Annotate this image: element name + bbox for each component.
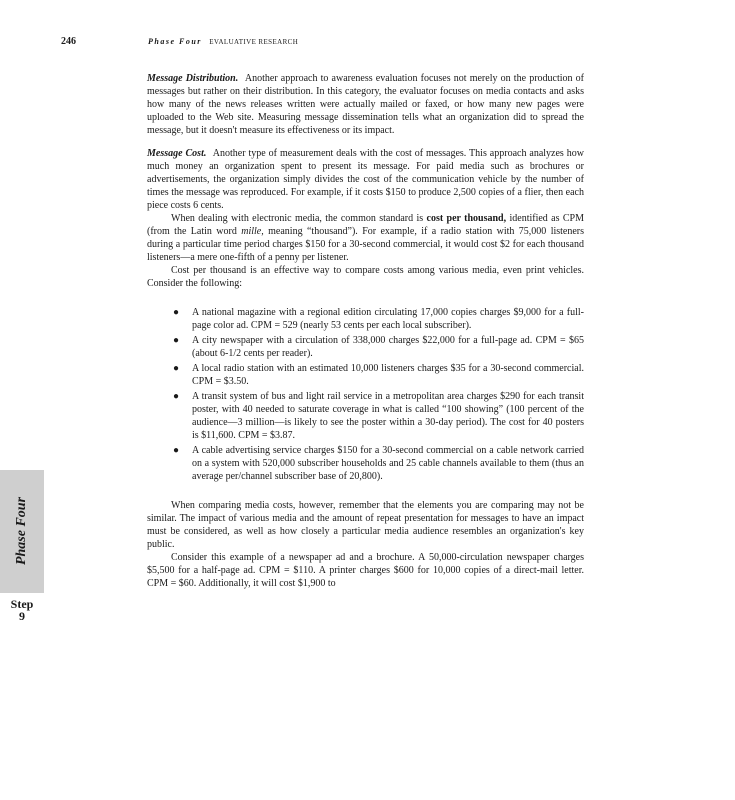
list-item-text: A transit system of bus and light rail service in a metropolitan area charges $290 for each transit poster, with 40 needed to saturate coverage in what is called “100 showing” (100 percent of the audience—3 million—is likely to see the poster within a 30-day period). The cost for 40 posters is $11,600. CPM = $3.87. [192,391,584,441]
term-mille: mille, [241,226,264,237]
paragraph-text: Another type of measurement deals with the cost of messages. This approach analyzes how much money an organization spent to present its message. For paid media such as brochures or advertisements, the organization simply divides the cost of the communication vehicle by the number of times the message was reproduced. For example, if it costs $150 to produce 2,500 copies of a flier, then each piece costs 6 cents. [147,148,585,211]
bullet-icon: ● [173,335,180,346]
bullet-icon: ● [173,445,180,456]
text-run: meaning “thousand”). For example, if a radio station with 75,000 listeners during a particular time period charges $150 for a 30-second commercial, it would cost $2 for each thousand listeners—a mere one-fifth of a penny per listener. [147,226,585,263]
paragraph-comparing-costs: When comparing media costs, however, remember that the elements you are comparing may not be similar. The impact of various media and the amount of repeat presentation for messages to have an impact must be considered, as well as how closely a particular media audience resembles an organization's key public. [147,500,584,550]
step-word: Step [10,597,34,611]
paragraph-newspaper-example: Consider this example of a newspaper ad and a brochure. A 50,000-circulation newspaper charges $5,500 for a half-page ad. CPM = $110. A printer charges $600 for 10,000 copies of a direct-mail letter. CPM = $60. Additionally, it will cost $1,900 to [147,552,584,589]
paragraph-text: Another approach to awareness evaluation focuses not merely on the production of messages but rather on their distribution. In this category, the evaluator focuses on media contacts and asks how many of the news releases written were actually mailed or faxed, or how many new pages were uploaded to the Web site. Measuring message dissemination tells what an organization did to spread the message, but it doesn't measure its effectiveness or its impact. [147,73,585,136]
cpm-examples-list [147,306,584,483]
list-item [173,306,584,332]
text-run: identified as CPM (from the Latin word [147,213,584,237]
bullet-icon: ● [173,363,180,374]
page-number: 246 [61,36,76,47]
running-head-section: EVALUATIVE RESEARCH [209,38,299,46]
phase-side-tab [0,470,44,593]
bullet-icon: ● [173,307,180,318]
term-cost-per-thousand: cost per thousand, [426,213,507,224]
heading-message-cost: Message Cost. [147,148,207,159]
list-item-text: A cable advertising service charges $150 for a 30-second commercial on a cable network carried on a system with 520,000 subscriber households and 25 cable channels available to them (thus an average per/channel subscriber base of 20,800). [192,445,584,482]
paragraph-message-distribution [147,72,584,137]
list-item [173,390,584,442]
text-run: When dealing with electronic media, the common standard is [171,213,427,224]
heading-message-distribution: Message Distribution. [147,73,239,84]
list-item [173,362,584,388]
step-marker [4,598,40,622]
list-item [173,334,584,360]
list-item-text: A city newspaper with a circulation of 338,000 charges $22,000 for a full-page ad. CPM = $65 (about 6-1/2 cents per reader). [192,335,584,359]
body-text [147,72,584,590]
side-tab-label: Phase Four [14,496,29,566]
bullet-icon: ● [173,391,180,402]
list-item-text: A national magazine with a regional edition circulating 17,000 copies charges $9,000 for a full-page color ad. CPM = 529 (nearly 53 cents per each local subscriber). [192,307,584,331]
paragraph-cpm-intro: Cost per thousand is an effective way to compare costs among various media, even print vehicles. Consider the following: [147,265,584,289]
paragraph-message-cost [147,147,584,212]
list-item [173,444,584,483]
list-item-text: A local radio station with an estimated 10,000 listeners charges $35 for a 30-second commercial. CPM = $3.50. [192,363,584,387]
running-head [148,37,298,46]
paragraph-electronic-media [147,212,584,264]
step-number: 9 [19,609,25,623]
running-head-phase: Phase Four [148,37,202,46]
